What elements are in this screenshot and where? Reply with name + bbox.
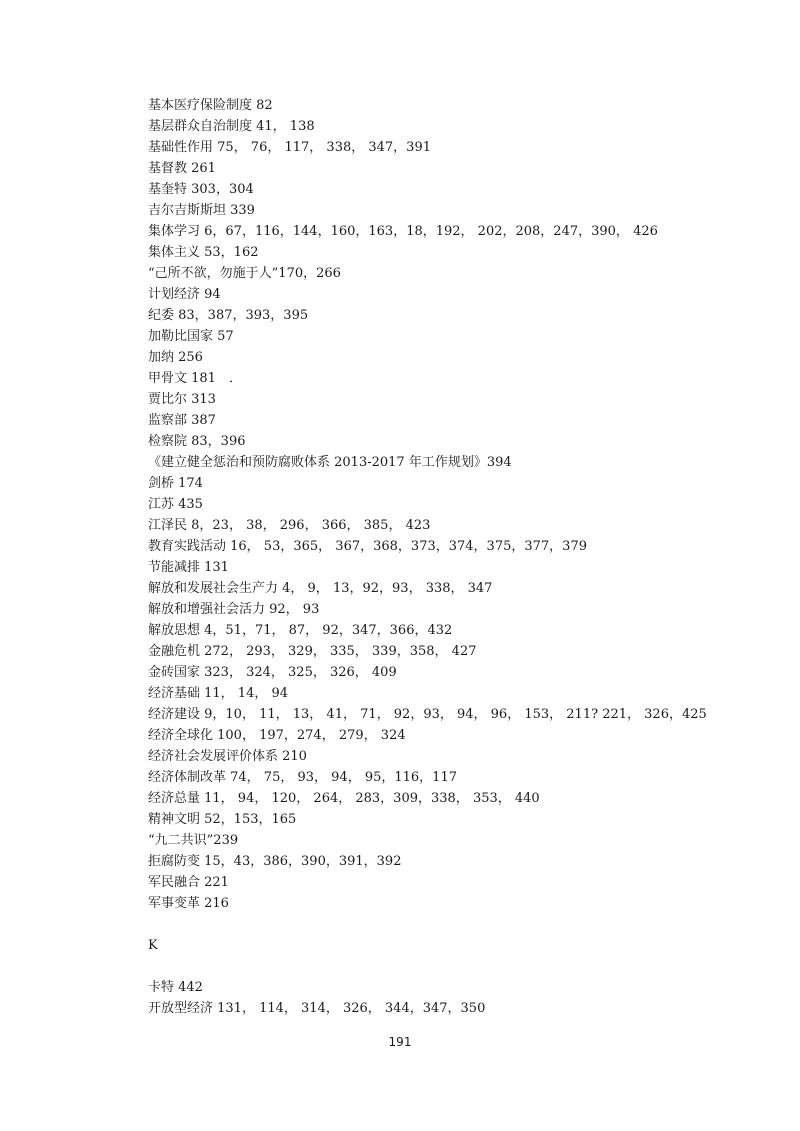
index-entry: 检察院 83，396 bbox=[148, 434, 246, 449]
index-entry: 拒腐防变 15，43，386，390，391，392 bbox=[148, 854, 402, 869]
index-entry: 基础性作用 75， 76， 117， 338， 347，391 bbox=[148, 140, 431, 155]
index-entry: 解放思想 4，51，71， 87， 92，347，366，432 bbox=[148, 623, 453, 638]
index-entry: 集体主义 53，162 bbox=[148, 245, 259, 260]
index-entry: 金砖国家 323， 324， 325， 326， 409 bbox=[148, 665, 397, 680]
index-entry: 开放型经济 131， 114， 314， 326， 344，347，350 bbox=[148, 1001, 486, 1016]
section-letter-heading: K bbox=[148, 938, 158, 953]
index-entry: 经济基础 11， 14， 94 bbox=[148, 686, 289, 701]
index-entry: 纪委 83，387，393，395 bbox=[148, 308, 309, 323]
index-entry: 《建立健全惩治和预防腐败体系 2013-2017 年工作规划》394 bbox=[148, 455, 512, 470]
index-entry: 集体学习 6，67，116，144，160，163，18，192， 202，208，247，390， 426 bbox=[148, 224, 658, 239]
index-entry: 加勒比国家 57 bbox=[148, 329, 234, 344]
index-entry: 计划经济 94 bbox=[148, 287, 221, 302]
index-entry: 经济社会发展评价体系 210 bbox=[148, 749, 307, 764]
index-entry: 节能减排 131 bbox=[148, 560, 229, 575]
index-entry: 金融危机 272， 293， 329， 335， 339，358， 427 bbox=[148, 644, 477, 659]
index-entry: 解放和增强社会活力 92， 93 bbox=[148, 602, 320, 617]
index-entry: 教育实践活动 16， 53，365， 367，368，373，374，375，377，379 bbox=[148, 539, 587, 554]
index-entry: 基奎特 303，304 bbox=[148, 182, 254, 197]
index-entry: 精神文明 52，153，165 bbox=[148, 812, 297, 827]
index-entry: 经济体制改革 74， 75， 93， 94， 95，116，117 bbox=[148, 770, 457, 785]
index-entry: 解放和发展社会生产力 4， 9， 13，92，93， 338， 347 bbox=[148, 581, 493, 596]
index-entry: 江泽民 8，23， 38， 296， 366， 385， 423 bbox=[148, 518, 431, 533]
index-page bbox=[148, 95, 768, 1019]
index-entry: 经济总量 11， 94， 120， 264， 283，309，338， 353， 440 bbox=[148, 791, 540, 806]
index-entry: “己所不欲，勿施于人”170，266 bbox=[148, 266, 341, 281]
index-entry: 江苏 435 bbox=[148, 497, 203, 512]
index-entry: “九二共识”239 bbox=[148, 833, 239, 848]
index-entry: 贾比尔 313 bbox=[148, 392, 216, 407]
index-entry: 吉尔吉斯斯坦 339 bbox=[148, 203, 255, 218]
index-entry: 军民融合 221 bbox=[148, 875, 229, 890]
index-entry: 军事变革 216 bbox=[148, 896, 229, 911]
index-entry: 经济建设 9，10， 11， 13， 41， 71， 92，93， 94， 96， 153， 211? 221， 326，425 bbox=[148, 707, 707, 722]
index-entry: 卡特 442 bbox=[148, 980, 203, 995]
index-entry: 监察部 387 bbox=[148, 413, 216, 428]
index-entry: 甲骨文 181 ． bbox=[148, 371, 242, 386]
index-entry: 基本医疗保险制度 82 bbox=[148, 98, 273, 113]
index-entry: 加纳 256 bbox=[148, 350, 203, 365]
index-entry: 基层群众自治制度 41， 138 bbox=[148, 119, 315, 134]
page-number: 191 bbox=[388, 1035, 412, 1049]
index-entry: 经济全球化 100， 197，274， 279， 324 bbox=[148, 728, 406, 743]
index-entry: 基督教 261 bbox=[148, 161, 216, 176]
index-entry: 剑桥 174 bbox=[148, 476, 203, 491]
